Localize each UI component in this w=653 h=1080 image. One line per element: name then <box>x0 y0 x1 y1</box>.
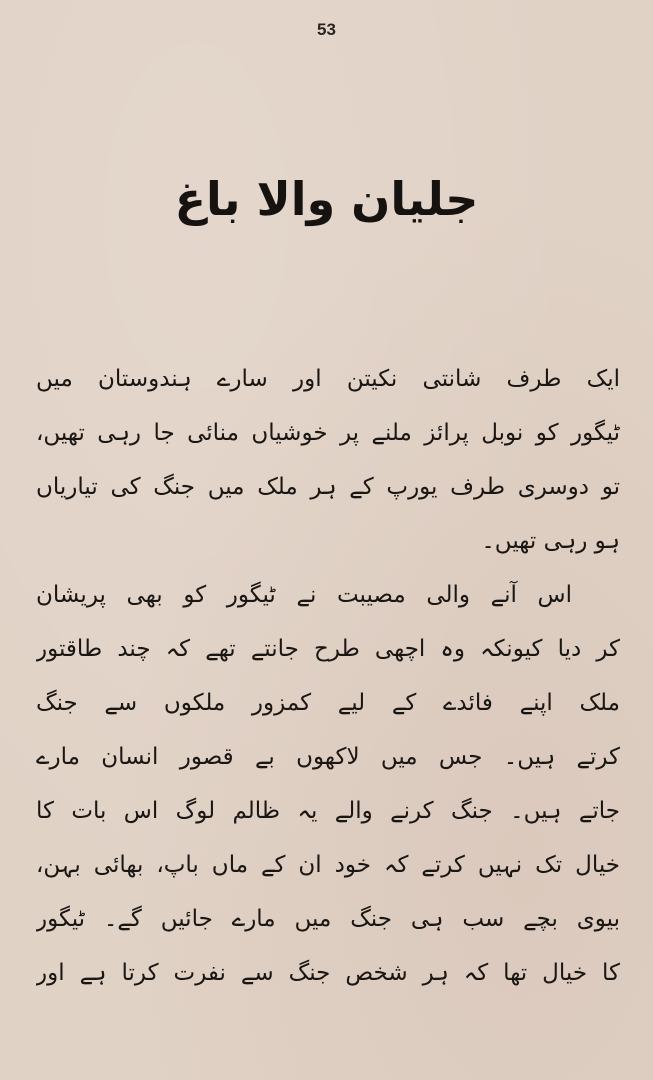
text-line: ملک اپنے فائدے کے لیے کمزور ملکوں سے جنگ <box>36 690 620 716</box>
text-line: ٹیگور کو نوبل پرائز ملنے پر خوشیاں منائی جا رہی تھیں، <box>36 420 620 446</box>
text-line: بیوی بچے سب ہی جنگ میں مارے جائیں گے۔ ٹیگور <box>36 906 620 932</box>
page-number: 53 <box>317 20 336 39</box>
text-line: کا خیال تھا کہ ہر شخص جنگ سے نفرت کرتا ہے اور <box>36 960 620 986</box>
text-line: اس آنے والی مصیبت نے ٹیگور کو بھی پریشان <box>36 582 572 608</box>
text-line: ہو رہی تھیں۔ <box>481 528 620 554</box>
text-line: کر دیا کیونکہ وہ اچھی طرح جانتے تھے کہ چند طاقتور <box>36 636 620 662</box>
chapter-title: جلیان والا باغ <box>174 172 479 226</box>
text-line: تو دوسری طرف یورپ کے ہر ملک میں جنگ کی تیاریاں <box>36 474 620 500</box>
body-text <box>36 352 620 1000</box>
text-line: ایک طرف شانتی نکیتن اور سارے ہندوستان میں <box>36 366 620 392</box>
text-line: کرتے ہیں۔ جس میں لاکھوں بے قصور انسان مارے <box>36 744 620 770</box>
text-line: جاتے ہیں۔ جنگ کرنے والے یہ ظالم لوگ اس بات کا <box>36 798 620 824</box>
text-line: خیال تک نہیں کرتے کہ خود ان کے ماں باپ، بھائی بہن، <box>36 852 620 878</box>
